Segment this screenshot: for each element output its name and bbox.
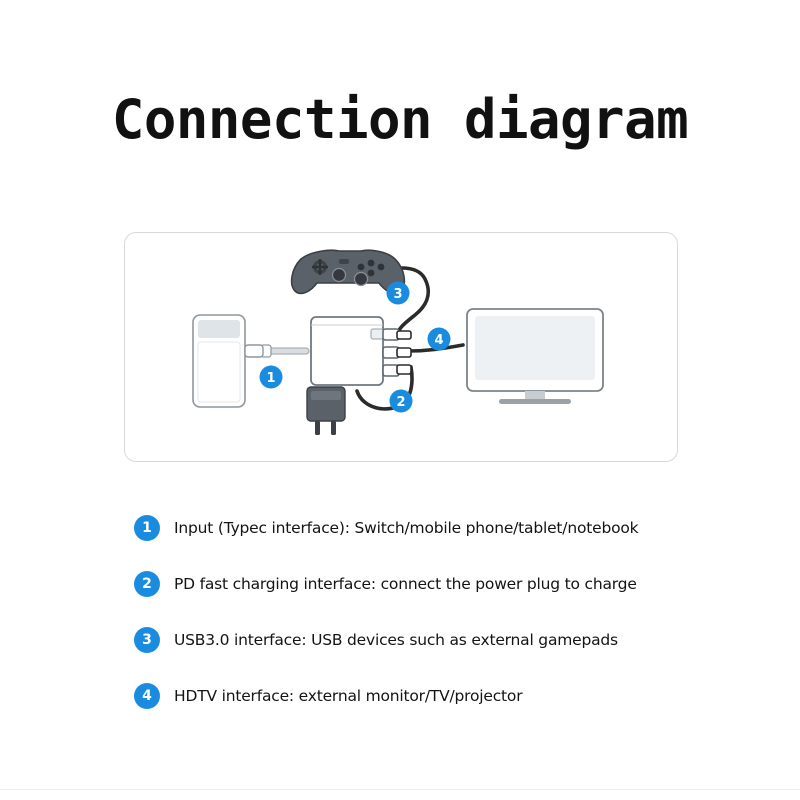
diagram-container xyxy=(124,232,678,462)
legend-list xyxy=(134,500,734,724)
svg-text:2: 2 xyxy=(396,395,406,410)
legend-badge-3: 3 xyxy=(134,627,160,653)
marker-1 xyxy=(260,366,283,389)
legend-badge-2: 2 xyxy=(134,571,160,597)
legend-badge-4: 4 xyxy=(134,683,160,709)
page-title: Connection diagram xyxy=(111,88,689,151)
device-hub-adapter xyxy=(311,317,411,385)
legend-text-3: USB3.0 interface: USB devices such as external gamepads xyxy=(174,631,618,649)
marker-3 xyxy=(387,282,410,305)
marker-4 xyxy=(428,328,451,351)
legend-item-1 xyxy=(134,500,734,556)
legend-item-2 xyxy=(134,556,734,612)
legend-text-1: Input (Typec interface): Switch/mobile phone/tablet/notebook xyxy=(174,519,639,537)
device-smartphone xyxy=(193,315,263,407)
bottom-divider xyxy=(0,789,800,790)
device-gamepad xyxy=(292,250,405,293)
legend-item-3 xyxy=(134,612,734,668)
legend-item-4 xyxy=(134,668,734,724)
svg-text:4: 4 xyxy=(434,333,444,348)
marker-2 xyxy=(390,390,413,413)
legend-text-2: PD fast charging interface: connect the power plug to charge xyxy=(174,575,637,593)
connection-diagram-svg xyxy=(125,233,677,461)
device-monitor xyxy=(467,309,603,404)
legend-badge-1: 1 xyxy=(134,515,160,541)
legend-text-4: HDTV interface: external monitor/TV/projector xyxy=(174,687,523,705)
device-power-adapter xyxy=(307,387,345,435)
cable-phone-hub xyxy=(261,345,309,357)
svg-text:1: 1 xyxy=(266,371,276,386)
svg-text:3: 3 xyxy=(393,287,403,302)
